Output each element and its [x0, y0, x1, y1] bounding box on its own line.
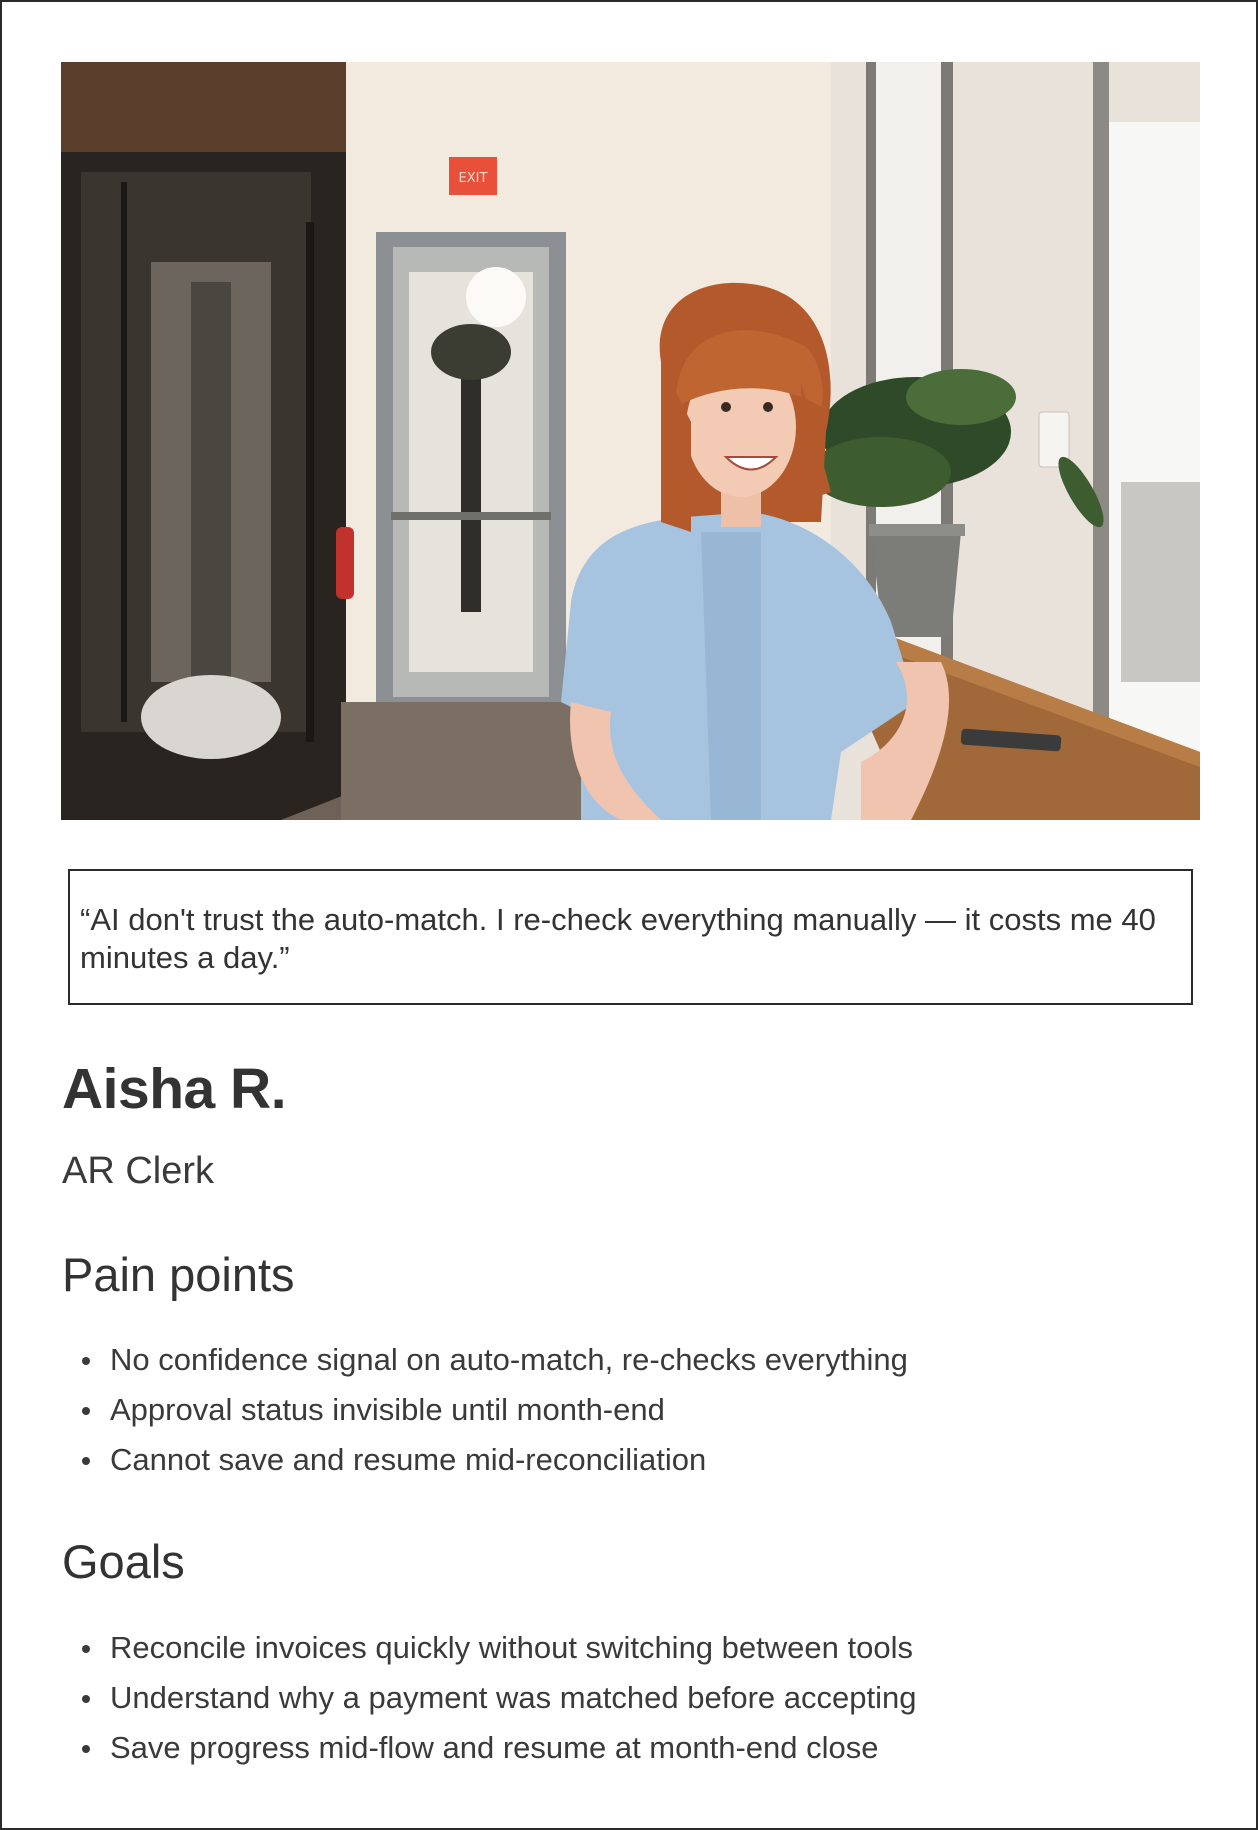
persona-name: Aisha R. — [62, 1057, 287, 1121]
goal-item: Understand why a payment was matched before accepting — [62, 1673, 916, 1723]
quote-box — [68, 869, 1193, 1005]
goals-heading: Goals — [62, 1535, 185, 1588]
svg-text:EXIT: EXIT — [458, 171, 488, 186]
goal-item: Reconcile invoices quickly without switching between tools — [62, 1623, 916, 1673]
pain-point-item: Cannot save and resume mid-reconciliation — [62, 1435, 908, 1485]
persona-photo — [61, 62, 1200, 820]
persona-role: AR Clerk — [62, 1150, 215, 1192]
pain-point-item: Approval status invisible until month-end — [62, 1385, 908, 1435]
goal-item: Save progress mid-flow and resume at month-end close — [62, 1723, 916, 1773]
persona-quote: “AI don't trust the auto-match. I re-check everything manually — it costs me 40 minutes a day.” — [80, 902, 1156, 975]
pain-points-list — [62, 1335, 908, 1485]
pain-points-heading: Pain points — [62, 1248, 295, 1301]
pain-point-item: No confidence signal on auto-match, re-checks everything — [62, 1335, 908, 1385]
exit-sign — [449, 157, 497, 195]
goals-list — [62, 1623, 916, 1773]
